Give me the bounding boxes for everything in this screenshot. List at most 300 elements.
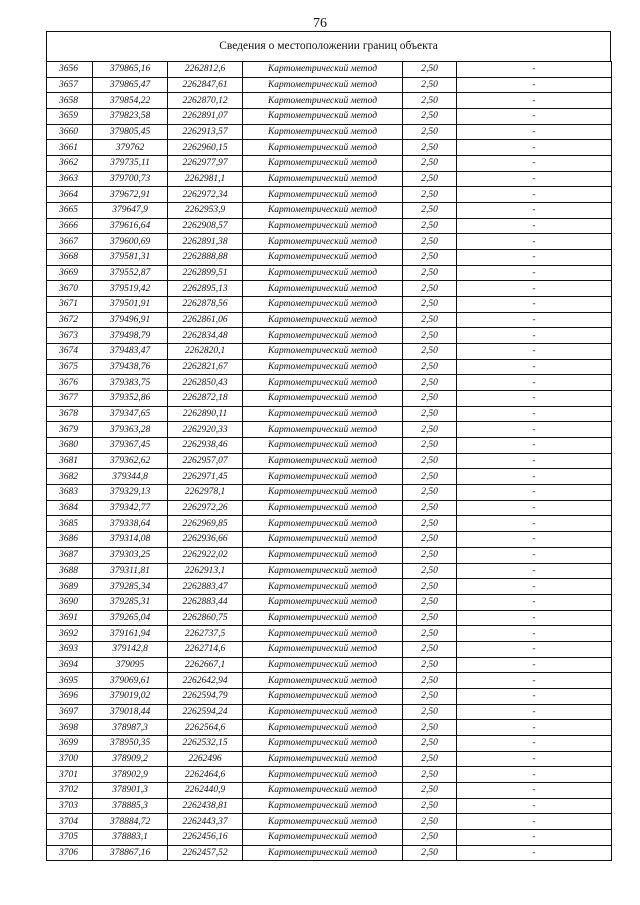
description-cell: - — [457, 140, 612, 156]
point-number-cell: 3696 — [47, 688, 93, 704]
table-row — [47, 782, 612, 798]
point-number-cell: 3669 — [47, 265, 93, 281]
y-coordinate-cell: 2262972,26 — [168, 500, 243, 516]
table-row — [47, 77, 612, 93]
y-coordinate-cell: 2262953,9 — [168, 203, 243, 219]
table-row — [47, 359, 612, 375]
y-coordinate-cell: 2262861,06 — [168, 312, 243, 328]
x-coordinate-cell: 379383,75 — [93, 375, 168, 391]
description-cell: - — [457, 485, 612, 501]
table-row — [47, 62, 612, 78]
method-cell: Картометрический метод — [243, 187, 403, 203]
accuracy-cell: 2,50 — [403, 485, 457, 501]
method-cell: Картометрический метод — [243, 156, 403, 172]
point-number-cell: 3694 — [47, 657, 93, 673]
description-cell: - — [457, 375, 612, 391]
description-cell: - — [457, 312, 612, 328]
y-coordinate-cell: 2262913,57 — [168, 124, 243, 140]
y-coordinate-cell: 2262972,34 — [168, 187, 243, 203]
accuracy-cell: 2,50 — [403, 250, 457, 266]
point-number-cell: 3685 — [47, 516, 93, 532]
method-cell: Картометрический метод — [243, 500, 403, 516]
table-row — [47, 735, 612, 751]
method-cell: Картометрический метод — [243, 641, 403, 657]
x-coordinate-cell: 379338,64 — [93, 516, 168, 532]
x-coordinate-cell: 378909,2 — [93, 751, 168, 767]
table-row — [47, 265, 612, 281]
y-coordinate-cell: 2262438,81 — [168, 798, 243, 814]
accuracy-cell: 2,50 — [403, 563, 457, 579]
accuracy-cell: 2,50 — [403, 500, 457, 516]
accuracy-cell: 2,50 — [403, 438, 457, 454]
y-coordinate-cell: 2262908,57 — [168, 218, 243, 234]
y-coordinate-cell: 2262532,15 — [168, 735, 243, 751]
x-coordinate-cell: 378883,1 — [93, 829, 168, 845]
table-row — [47, 203, 612, 219]
point-number-cell: 3656 — [47, 62, 93, 78]
x-coordinate-cell: 379019,02 — [93, 688, 168, 704]
table-row — [47, 798, 612, 814]
point-number-cell: 3690 — [47, 594, 93, 610]
description-cell: - — [457, 62, 612, 78]
accuracy-cell: 2,50 — [403, 281, 457, 297]
description-cell: - — [457, 234, 612, 250]
point-number-cell: 3662 — [47, 156, 93, 172]
accuracy-cell: 2,50 — [403, 391, 457, 407]
x-coordinate-cell: 378884,72 — [93, 814, 168, 830]
point-number-cell: 3682 — [47, 469, 93, 485]
x-coordinate-cell: 379700,73 — [93, 171, 168, 187]
table-row — [47, 171, 612, 187]
y-coordinate-cell: 2262883,47 — [168, 579, 243, 595]
table-row — [47, 500, 612, 516]
y-coordinate-cell: 2262895,13 — [168, 281, 243, 297]
point-number-cell: 3701 — [47, 767, 93, 783]
x-coordinate-cell: 379329,13 — [93, 485, 168, 501]
description-cell: - — [457, 782, 612, 798]
method-cell: Картометрический метод — [243, 312, 403, 328]
description-cell: - — [457, 422, 612, 438]
description-cell: - — [457, 109, 612, 125]
accuracy-cell: 2,50 — [403, 218, 457, 234]
coordinates-table-body — [47, 62, 612, 861]
table-row — [47, 297, 612, 313]
method-cell: Картометрический метод — [243, 579, 403, 595]
x-coordinate-cell: 378885,3 — [93, 798, 168, 814]
x-coordinate-cell: 379647,9 — [93, 203, 168, 219]
accuracy-cell: 2,50 — [403, 610, 457, 626]
point-number-cell: 3672 — [47, 312, 93, 328]
point-number-cell: 3680 — [47, 438, 93, 454]
point-number-cell: 3678 — [47, 406, 93, 422]
y-coordinate-cell: 2262969,85 — [168, 516, 243, 532]
table-row — [47, 438, 612, 454]
method-cell: Картометрический метод — [243, 93, 403, 109]
accuracy-cell: 2,50 — [403, 359, 457, 375]
table-row — [47, 688, 612, 704]
y-coordinate-cell: 2262890,11 — [168, 406, 243, 422]
point-number-cell: 3679 — [47, 422, 93, 438]
x-coordinate-cell: 379303,25 — [93, 547, 168, 563]
table-row — [47, 156, 612, 172]
y-coordinate-cell: 2262667,1 — [168, 657, 243, 673]
x-coordinate-cell: 378987,3 — [93, 720, 168, 736]
point-number-cell: 3660 — [47, 124, 93, 140]
y-coordinate-cell: 2262883,44 — [168, 594, 243, 610]
method-cell: Картометрический метод — [243, 469, 403, 485]
point-number-cell: 3676 — [47, 375, 93, 391]
accuracy-cell: 2,50 — [403, 845, 457, 861]
accuracy-cell: 2,50 — [403, 109, 457, 125]
table-row — [47, 375, 612, 391]
method-cell: Картометрический метод — [243, 516, 403, 532]
table-row — [47, 626, 612, 642]
point-number-cell: 3702 — [47, 782, 93, 798]
accuracy-cell: 2,50 — [403, 234, 457, 250]
accuracy-cell: 2,50 — [403, 406, 457, 422]
y-coordinate-cell: 2262891,07 — [168, 109, 243, 125]
x-coordinate-cell: 378901,3 — [93, 782, 168, 798]
accuracy-cell: 2,50 — [403, 516, 457, 532]
y-coordinate-cell: 2262457,52 — [168, 845, 243, 861]
description-cell: - — [457, 547, 612, 563]
description-cell: - — [457, 187, 612, 203]
x-coordinate-cell: 379805,45 — [93, 124, 168, 140]
point-number-cell: 3703 — [47, 798, 93, 814]
description-cell: - — [457, 203, 612, 219]
description-cell: - — [457, 124, 612, 140]
description-cell: - — [457, 735, 612, 751]
table-row — [47, 767, 612, 783]
x-coordinate-cell: 379018,44 — [93, 704, 168, 720]
method-cell: Картометрический метод — [243, 281, 403, 297]
y-coordinate-cell: 2262878,56 — [168, 297, 243, 313]
y-coordinate-cell: 2262920,33 — [168, 422, 243, 438]
method-cell: Картометрический метод — [243, 344, 403, 360]
method-cell: Картометрический метод — [243, 453, 403, 469]
y-coordinate-cell: 2262594,79 — [168, 688, 243, 704]
table-row — [47, 469, 612, 485]
table-row — [47, 845, 612, 861]
method-cell: Картометрический метод — [243, 547, 403, 563]
y-coordinate-cell: 2262850,43 — [168, 375, 243, 391]
y-coordinate-cell: 2262936,66 — [168, 532, 243, 548]
x-coordinate-cell: 379311,81 — [93, 563, 168, 579]
accuracy-cell: 2,50 — [403, 203, 457, 219]
y-coordinate-cell: 2262971,45 — [168, 469, 243, 485]
description-cell: - — [457, 579, 612, 595]
description-cell: - — [457, 77, 612, 93]
y-coordinate-cell: 2262847,61 — [168, 77, 243, 93]
accuracy-cell: 2,50 — [403, 814, 457, 830]
method-cell: Картометрический метод — [243, 124, 403, 140]
accuracy-cell: 2,50 — [403, 594, 457, 610]
point-number-cell: 3657 — [47, 77, 93, 93]
accuracy-cell: 2,50 — [403, 140, 457, 156]
description-cell: - — [457, 594, 612, 610]
y-coordinate-cell: 2262812,6 — [168, 62, 243, 78]
method-cell: Картометрический метод — [243, 751, 403, 767]
method-cell: Картометрический метод — [243, 814, 403, 830]
method-cell: Картометрический метод — [243, 203, 403, 219]
x-coordinate-cell: 379735,11 — [93, 156, 168, 172]
method-cell: Картометрический метод — [243, 234, 403, 250]
y-coordinate-cell: 2262440,9 — [168, 782, 243, 798]
accuracy-cell: 2,50 — [403, 704, 457, 720]
method-cell: Картометрический метод — [243, 359, 403, 375]
point-number-cell: 3665 — [47, 203, 93, 219]
table-row — [47, 124, 612, 140]
accuracy-cell: 2,50 — [403, 328, 457, 344]
accuracy-cell: 2,50 — [403, 735, 457, 751]
y-coordinate-cell: 2262888,88 — [168, 250, 243, 266]
description-cell: - — [457, 641, 612, 657]
table-row — [47, 187, 612, 203]
method-cell: Картометрический метод — [243, 673, 403, 689]
section-title: Сведения о местоположении границ объекта — [46, 31, 611, 61]
method-cell: Картометрический метод — [243, 171, 403, 187]
method-cell: Картометрический метод — [243, 77, 403, 93]
description-cell: - — [457, 798, 612, 814]
description-cell: - — [457, 344, 612, 360]
accuracy-cell: 2,50 — [403, 767, 457, 783]
description-cell: - — [457, 250, 612, 266]
description-cell: - — [457, 845, 612, 861]
y-coordinate-cell: 2262960,15 — [168, 140, 243, 156]
description-cell: - — [457, 328, 612, 344]
accuracy-cell: 2,50 — [403, 579, 457, 595]
method-cell: Картометрический метод — [243, 532, 403, 548]
point-number-cell: 3670 — [47, 281, 93, 297]
x-coordinate-cell: 379285,34 — [93, 579, 168, 595]
y-coordinate-cell: 2262564,6 — [168, 720, 243, 736]
table-row — [47, 751, 612, 767]
page-number: 76 — [313, 16, 327, 31]
point-number-cell: 3688 — [47, 563, 93, 579]
x-coordinate-cell: 379438,76 — [93, 359, 168, 375]
description-cell: - — [457, 156, 612, 172]
accuracy-cell: 2,50 — [403, 688, 457, 704]
coordinates-table — [46, 61, 612, 861]
y-coordinate-cell: 2262899,51 — [168, 265, 243, 281]
description-cell: - — [457, 673, 612, 689]
y-coordinate-cell: 2262870,12 — [168, 93, 243, 109]
table-row — [47, 610, 612, 626]
x-coordinate-cell: 379865,16 — [93, 62, 168, 78]
point-number-cell: 3697 — [47, 704, 93, 720]
description-cell: - — [457, 563, 612, 579]
accuracy-cell: 2,50 — [403, 782, 457, 798]
table-row — [47, 532, 612, 548]
method-cell: Картометрический метод — [243, 485, 403, 501]
description-cell: - — [457, 391, 612, 407]
accuracy-cell: 2,50 — [403, 187, 457, 203]
description-cell: - — [457, 500, 612, 516]
point-number-cell: 3671 — [47, 297, 93, 313]
description-cell: - — [457, 814, 612, 830]
x-coordinate-cell: 379519,42 — [93, 281, 168, 297]
y-coordinate-cell: 2262957,07 — [168, 453, 243, 469]
point-number-cell: 3689 — [47, 579, 93, 595]
point-number-cell: 3673 — [47, 328, 93, 344]
y-coordinate-cell: 2262464,6 — [168, 767, 243, 783]
accuracy-cell: 2,50 — [403, 375, 457, 391]
method-cell: Картометрический метод — [243, 798, 403, 814]
y-coordinate-cell: 2262496 — [168, 751, 243, 767]
method-cell: Картометрический метод — [243, 845, 403, 861]
y-coordinate-cell: 2262456,16 — [168, 829, 243, 845]
table-row — [47, 657, 612, 673]
description-cell: - — [457, 720, 612, 736]
method-cell: Картометрический метод — [243, 375, 403, 391]
x-coordinate-cell: 379552,87 — [93, 265, 168, 281]
method-cell: Картометрический метод — [243, 218, 403, 234]
accuracy-cell: 2,50 — [403, 547, 457, 563]
table-row — [47, 140, 612, 156]
method-cell: Картометрический метод — [243, 704, 403, 720]
description-cell: - — [457, 704, 612, 720]
method-cell: Картометрический метод — [243, 767, 403, 783]
y-coordinate-cell: 2262913,1 — [168, 563, 243, 579]
description-cell: - — [457, 688, 612, 704]
method-cell: Картометрический метод — [243, 720, 403, 736]
point-number-cell: 3664 — [47, 187, 93, 203]
accuracy-cell: 2,50 — [403, 171, 457, 187]
table-row — [47, 391, 612, 407]
accuracy-cell: 2,50 — [403, 829, 457, 845]
x-coordinate-cell: 378867,16 — [93, 845, 168, 861]
table-row — [47, 547, 612, 563]
y-coordinate-cell: 2262978,1 — [168, 485, 243, 501]
x-coordinate-cell: 378950,35 — [93, 735, 168, 751]
point-number-cell: 3663 — [47, 171, 93, 187]
description-cell: - — [457, 516, 612, 532]
accuracy-cell: 2,50 — [403, 77, 457, 93]
description-cell: - — [457, 438, 612, 454]
method-cell: Картометрический метод — [243, 328, 403, 344]
y-coordinate-cell: 2262642,94 — [168, 673, 243, 689]
y-coordinate-cell: 2262977,97 — [168, 156, 243, 172]
table-row — [47, 406, 612, 422]
x-coordinate-cell: 379095 — [93, 657, 168, 673]
description-cell: - — [457, 657, 612, 673]
method-cell: Картометрический метод — [243, 735, 403, 751]
table-row — [47, 704, 612, 720]
table-row — [47, 328, 612, 344]
method-cell: Картометрический метод — [243, 563, 403, 579]
accuracy-cell: 2,50 — [403, 344, 457, 360]
y-coordinate-cell: 2262981,1 — [168, 171, 243, 187]
description-cell: - — [457, 93, 612, 109]
method-cell: Картометрический метод — [243, 265, 403, 281]
point-number-cell: 3687 — [47, 547, 93, 563]
point-number-cell: 3695 — [47, 673, 93, 689]
point-number-cell: 3661 — [47, 140, 93, 156]
method-cell: Картометрический метод — [243, 250, 403, 266]
point-number-cell: 3677 — [47, 391, 93, 407]
table-row — [47, 814, 612, 830]
point-number-cell: 3691 — [47, 610, 93, 626]
y-coordinate-cell: 2262737,5 — [168, 626, 243, 642]
y-coordinate-cell: 2262834,48 — [168, 328, 243, 344]
description-cell: - — [457, 406, 612, 422]
accuracy-cell: 2,50 — [403, 626, 457, 642]
method-cell: Картометрический метод — [243, 391, 403, 407]
method-cell: Картометрический метод — [243, 297, 403, 313]
description-cell: - — [457, 297, 612, 313]
table-row — [47, 344, 612, 360]
accuracy-cell: 2,50 — [403, 156, 457, 172]
point-number-cell: 3675 — [47, 359, 93, 375]
method-cell: Картометрический метод — [243, 657, 403, 673]
method-cell: Картометрический метод — [243, 626, 403, 642]
point-number-cell: 3704 — [47, 814, 93, 830]
method-cell: Картометрический метод — [243, 422, 403, 438]
x-coordinate-cell: 379314,08 — [93, 532, 168, 548]
y-coordinate-cell: 2262821,67 — [168, 359, 243, 375]
x-coordinate-cell: 379483,47 — [93, 344, 168, 360]
point-number-cell: 3668 — [47, 250, 93, 266]
method-cell: Картометрический метод — [243, 594, 403, 610]
method-cell: Картометрический метод — [243, 109, 403, 125]
y-coordinate-cell: 2262938,46 — [168, 438, 243, 454]
table-row — [47, 109, 612, 125]
x-coordinate-cell: 379672,91 — [93, 187, 168, 203]
point-number-cell: 3674 — [47, 344, 93, 360]
point-number-cell: 3666 — [47, 218, 93, 234]
y-coordinate-cell: 2262922,02 — [168, 547, 243, 563]
accuracy-cell: 2,50 — [403, 720, 457, 736]
description-cell: - — [457, 359, 612, 375]
y-coordinate-cell: 2262872,18 — [168, 391, 243, 407]
accuracy-cell: 2,50 — [403, 297, 457, 313]
table-row — [47, 93, 612, 109]
method-cell: Картометрический метод — [243, 438, 403, 454]
point-number-cell: 3667 — [47, 234, 93, 250]
x-coordinate-cell: 379367,45 — [93, 438, 168, 454]
x-coordinate-cell: 379616,64 — [93, 218, 168, 234]
table-row — [47, 829, 612, 845]
point-number-cell: 3692 — [47, 626, 93, 642]
x-coordinate-cell: 379865,47 — [93, 77, 168, 93]
y-coordinate-cell: 2262594,24 — [168, 704, 243, 720]
x-coordinate-cell: 379600,69 — [93, 234, 168, 250]
coordinates-sheet — [46, 31, 611, 861]
table-row — [47, 453, 612, 469]
x-coordinate-cell: 379823,58 — [93, 109, 168, 125]
point-number-cell: 3699 — [47, 735, 93, 751]
point-number-cell: 3706 — [47, 845, 93, 861]
method-cell: Картометрический метод — [243, 62, 403, 78]
table-row — [47, 673, 612, 689]
y-coordinate-cell: 2262443,37 — [168, 814, 243, 830]
x-coordinate-cell: 379501,91 — [93, 297, 168, 313]
description-cell: - — [457, 751, 612, 767]
point-number-cell: 3686 — [47, 532, 93, 548]
accuracy-cell: 2,50 — [403, 641, 457, 657]
description-cell: - — [457, 265, 612, 281]
accuracy-cell: 2,50 — [403, 422, 457, 438]
y-coordinate-cell: 2262714,6 — [168, 641, 243, 657]
x-coordinate-cell: 379352,86 — [93, 391, 168, 407]
description-cell: - — [457, 767, 612, 783]
description-cell: - — [457, 829, 612, 845]
x-coordinate-cell: 378902,9 — [93, 767, 168, 783]
description-cell: - — [457, 469, 612, 485]
y-coordinate-cell: 2262820,1 — [168, 344, 243, 360]
method-cell: Картометрический метод — [243, 829, 403, 845]
point-number-cell: 3683 — [47, 485, 93, 501]
